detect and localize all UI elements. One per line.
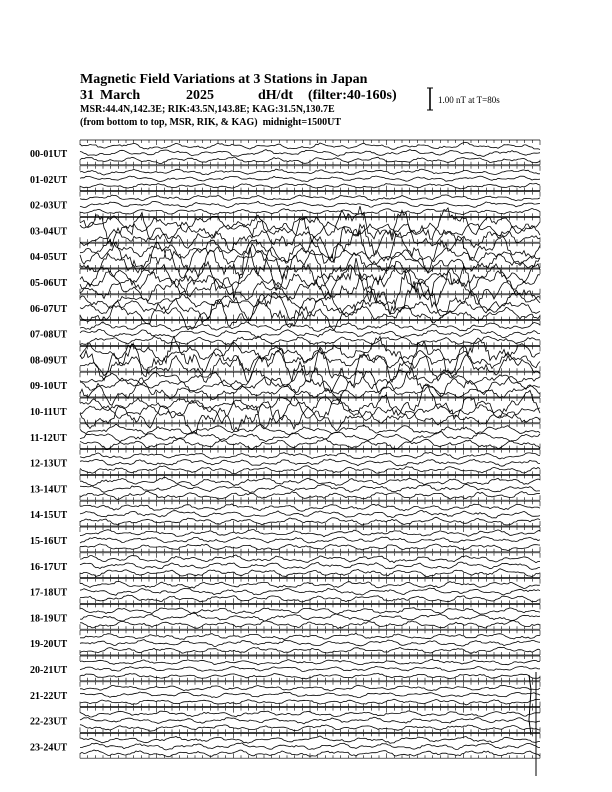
row-label: 18-19UT (30, 613, 68, 625)
row-label: 02-03UT (30, 200, 68, 212)
row-label: 04-05UT (30, 252, 68, 264)
row-label: 06-07UT (30, 303, 68, 315)
row-label: 11-12UT (30, 432, 67, 444)
trace-RIK (80, 431, 540, 442)
row-label: 15-16UT (30, 536, 68, 547)
stations-coordinates: MSR:44.4N,142.3E; RIK:43.5N,143.8E; KAG:31.5N,130.7E (80, 104, 335, 115)
trace-RIK (80, 510, 540, 518)
row-11-12UT (30, 424, 540, 450)
trace-RIK (80, 717, 540, 724)
row-17-18UT (30, 579, 540, 604)
trace-RIK (80, 150, 540, 157)
row-label: 21-22UT (30, 690, 68, 702)
date-day: 31 (80, 88, 94, 103)
row-15-16UT (30, 527, 540, 552)
row-label: 13-14UT (30, 484, 68, 496)
row-label: 05-06UT (30, 278, 68, 289)
trace-RIK (80, 459, 540, 466)
trace-RIK (80, 588, 540, 595)
trace-RIK (80, 201, 540, 207)
order-text: (from bottom to top, MSR, RIK, & KAG) (80, 117, 258, 128)
row-07-08UT (30, 321, 540, 346)
row-label: 16-17UT (30, 561, 68, 573)
spike-artifact (529, 672, 536, 776)
row-18-19UT (30, 604, 540, 629)
filter-label: (filter:40-160s) (308, 88, 397, 103)
row-label: 01-02UT (30, 174, 68, 186)
trace-KAG (80, 711, 540, 717)
row-22-23UT (30, 708, 540, 733)
row-20-21UT (30, 656, 540, 681)
scale-bar (427, 88, 433, 110)
row-label: 09-10UT (30, 381, 68, 393)
date-month: March (100, 88, 141, 103)
row-label: 17-18UT (30, 587, 68, 599)
trace-RIK (80, 640, 540, 647)
trace-RIK (80, 176, 540, 182)
row-label: 22-23UT (30, 716, 68, 728)
midnight-text: midnight=1500UT (262, 117, 342, 128)
row-label: 19-20UT (30, 639, 68, 651)
quantity-label: dH/dt (258, 88, 294, 103)
row-label: 12-13UT (30, 458, 68, 470)
row-02-03UT (30, 192, 540, 217)
trace-RIK (80, 692, 540, 698)
scale-label: 1.00 nT at T=80s (438, 95, 500, 105)
trace-RIK (80, 537, 540, 543)
trace-RIK (80, 329, 540, 338)
row-label: 00-01UT (30, 149, 68, 160)
row-19-20UT (30, 630, 540, 655)
row-23-24UT (30, 733, 540, 758)
trace-RIK (80, 562, 540, 569)
row-01-02UT (30, 166, 540, 191)
date-year: 2025 (186, 88, 214, 103)
row-label: 07-08UT (30, 329, 68, 341)
trace-RIK (80, 666, 540, 671)
trace-RIK (80, 743, 540, 750)
row-16-17UT (30, 553, 540, 578)
trace-KAG (80, 608, 540, 614)
row-21-22UT (30, 682, 540, 707)
trace-RIK (80, 613, 540, 621)
row-13-14UT (30, 475, 540, 500)
row-00-01UT (30, 140, 540, 165)
row-label: 20-21UT (30, 665, 68, 676)
chart-title: Magnetic Field Variations at 3 Stations in Japan (80, 72, 368, 87)
row-label: 03-04UT (30, 226, 68, 238)
row-label: 14-15UT (30, 510, 68, 522)
row-label: 08-09UT (30, 355, 68, 367)
row-14-15UT (30, 501, 540, 526)
row-label: 23-24UT (30, 742, 68, 754)
row-12-13UT (30, 450, 540, 475)
row-label: 10-11UT (30, 407, 67, 418)
